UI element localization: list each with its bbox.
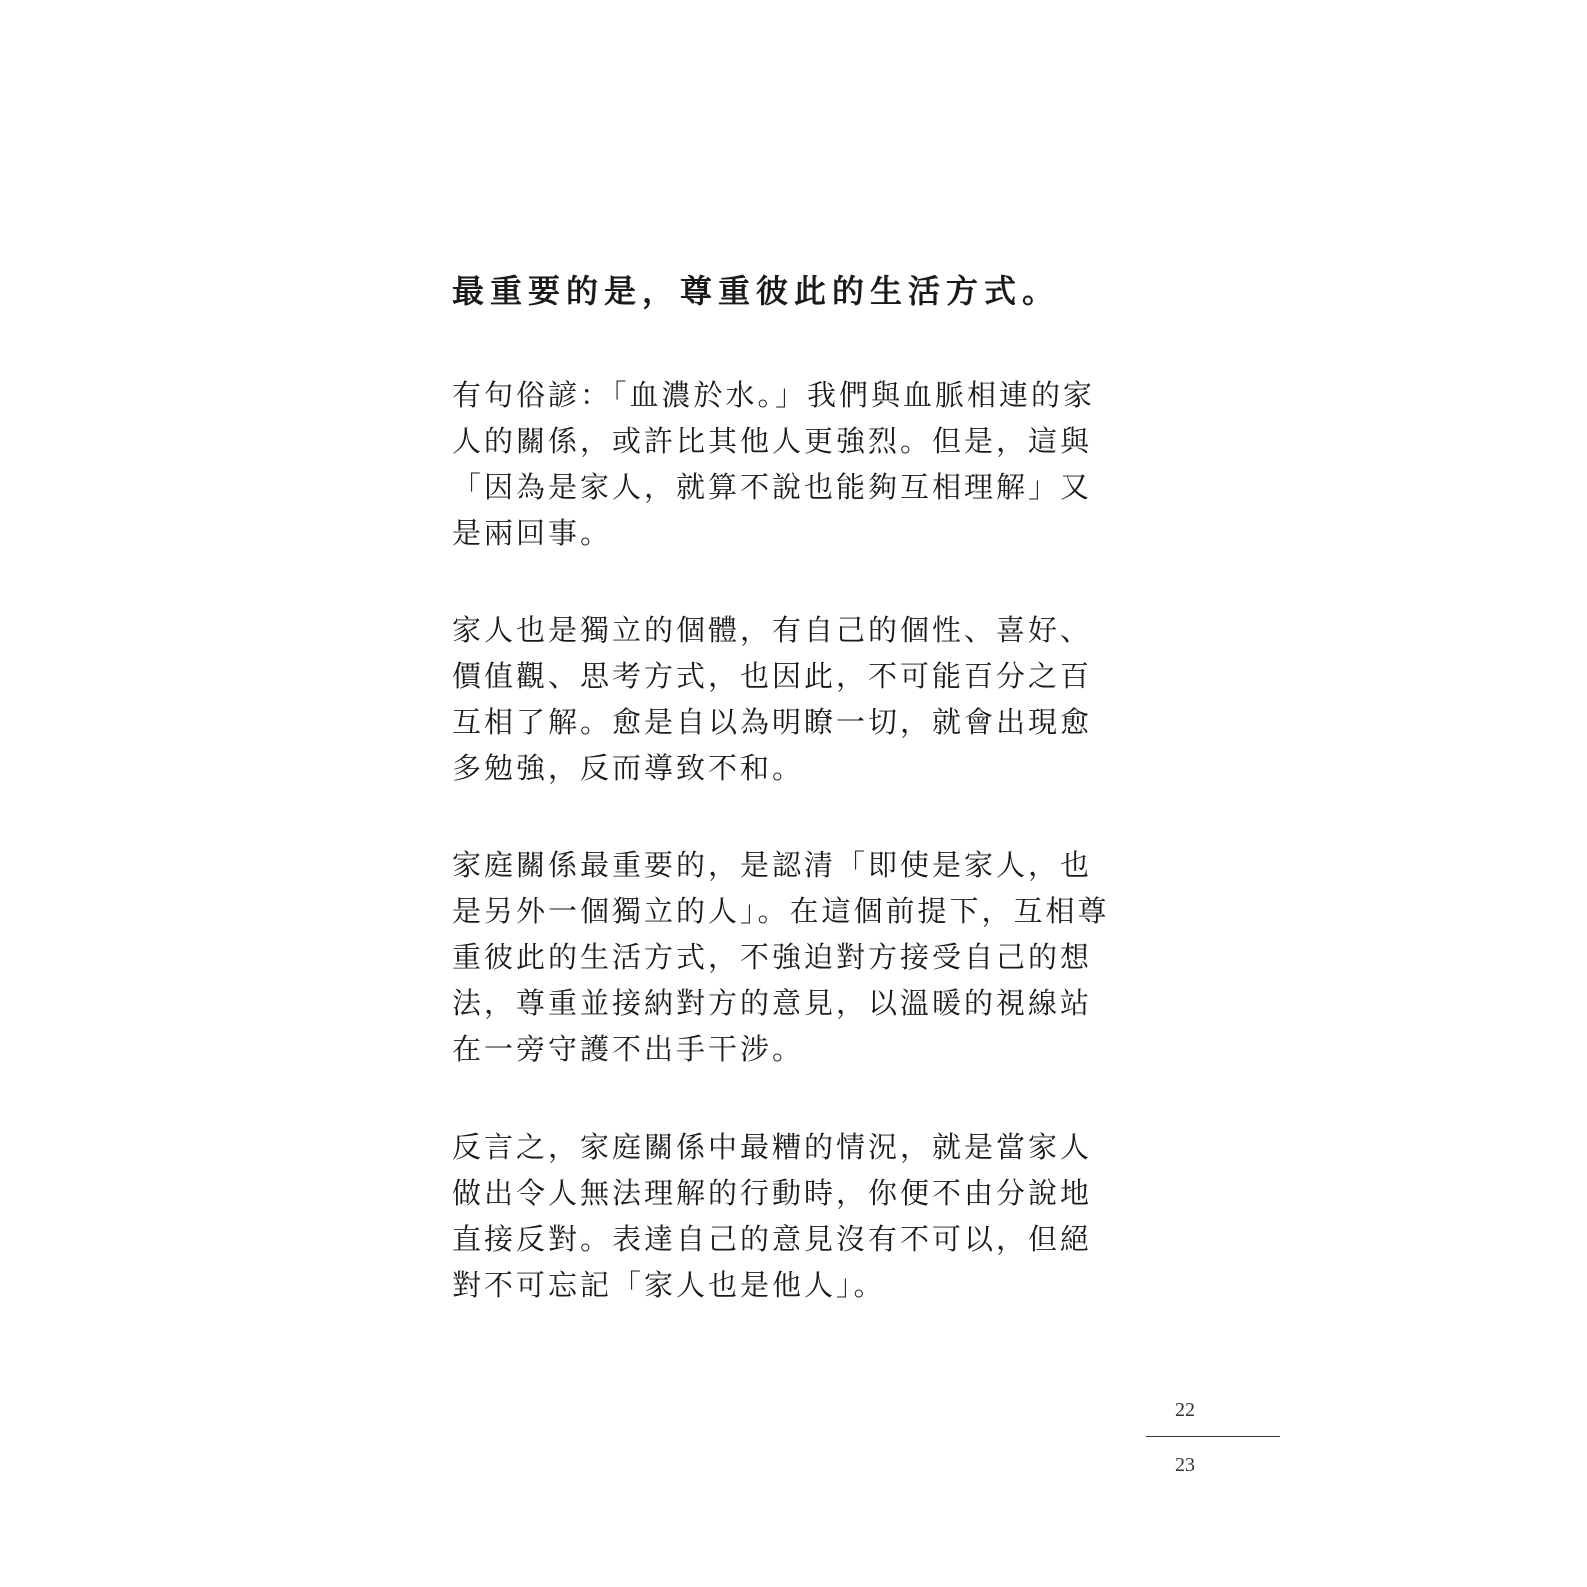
text-line: 人的關係，或許比其他人更強烈。但是，這與 [452, 424, 1093, 458]
page-folio [1146, 1398, 1280, 1477]
text-line: 法，尊重並接納對方的意見，以溫暖的視線站 [452, 986, 1093, 1020]
text-line: 做出令人無法理解的行動時，你便不由分說地 [452, 1176, 1093, 1210]
page-number-left: 22 [1175, 1399, 1195, 1421]
text-line: 互相了解。愈是自以為明瞭一切，就會出現愈 [452, 705, 1093, 739]
folio-divider [1146, 1436, 1280, 1437]
page-heading: 最重要的是，尊重彼此的生活方式。 [452, 272, 1061, 310]
text-line: 價值觀、思考方式，也因此，不可能百分之百 [452, 659, 1093, 693]
text-line: 「因為是家人，就算不說也能夠互相理解」又 [452, 470, 1093, 504]
text-line: 多勉強，反而導致不和。 [452, 751, 805, 785]
text-line: 對不可忘記「家人也是他人」。 [452, 1268, 886, 1302]
body-paragraph [452, 372, 1095, 556]
text-line: 在一旁守護不出手干涉。 [452, 1032, 805, 1066]
body-paragraph [452, 607, 1092, 791]
body-paragraph [452, 1124, 1092, 1308]
text-line: 直接反對。表達自己的意見沒有不可以，但絕 [452, 1222, 1093, 1256]
text-line: 是另外一個獨立的人」。在這個前提下，互相尊 [452, 894, 1110, 928]
text-line: 反言之，家庭關係中最糟的情況，就是當家人 [452, 1130, 1093, 1164]
text-line: 家人也是獨立的個體，有自己的個性、喜好、 [452, 613, 1093, 647]
page-number-right: 23 [1175, 1454, 1195, 1476]
text-line: 是兩回事。 [452, 516, 613, 550]
body-paragraph [452, 842, 1110, 1072]
text-line: 有句俗諺：「血濃於水。」我們與血脈相連的家 [452, 378, 1096, 412]
text-line: 重彼此的生活方式，不強迫對方接受自己的想 [452, 940, 1093, 974]
text-line: 家庭關係最重要的，是認清「即使是家人，也 [452, 848, 1093, 882]
